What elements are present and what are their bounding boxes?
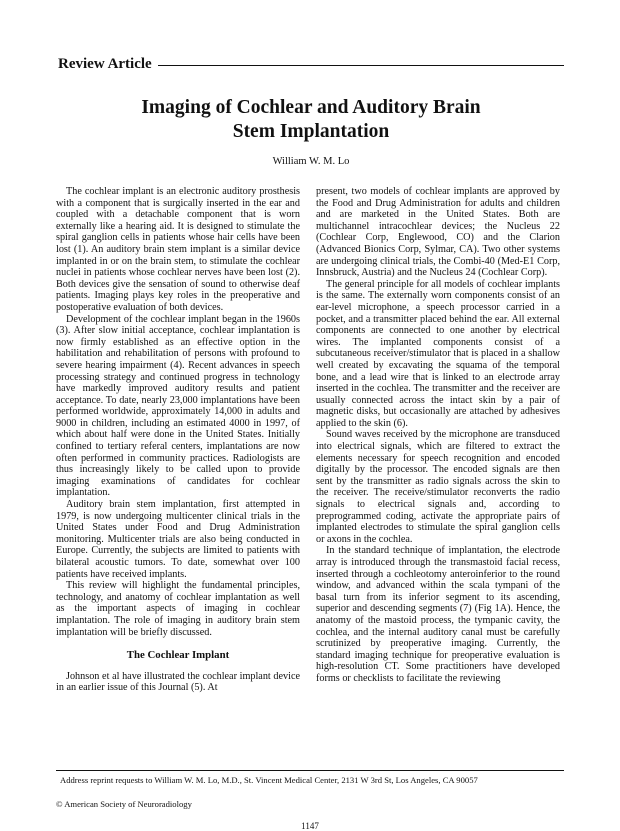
article-header xyxy=(58,55,564,73)
article-title xyxy=(58,96,564,144)
body-paragraph: Johnson et al have illustrated the cochlear implant device in an earlier issue of this Journal (5). At xyxy=(56,670,300,694)
body-paragraph: The general principle for all models of cochlear implants is the same. The externally worn components consist of an ear-level microphone, a speech processor carried in a pocket, and a transmitter placed behind the ear. All external components are connected to one another by electrical wires. The implanted components consist of a subcutaneous receiver/stimulator that is placed in a shallow well created by excavating the squama of the temporal bone, and a lead wire that is linked to an electrode array inserted in the cochlea. The transmitter and the receiver are usually connected across the intact skin by a pair of magnetic disks, but occasionally are attached by adhesives applied to the skin (6). xyxy=(316,278,560,429)
author-name: William W. M. Lo xyxy=(272,156,350,167)
body-paragraph: Development of the cochlear implant began in the 1960s (3). After slow initial acceptance, cochlear implantation is now firmly established as an effective option in the habilitation and rehabilitation of persons with profound to severe hearing impairment (4). Recent advances in speech processing strategy and continued progress in technology have markedly improved auditory results and patient acceptance. To date, nearly 23,000 implantations have been performed worldwide, approximately 14,000 in adults and 9000 in children, including an estimated 4000 in 1997, of which about half were done in the United States. Initially confined to tertiary referal centers, implantations are now often performed in community practices. Radiologists are thus increasingly likely to be called upon to provide imaging examinations of candidates for cochlear implantation. xyxy=(56,313,300,499)
right-column xyxy=(316,186,560,685)
body-paragraph: In the standard technique of implantation, the electrode array is introduced through the transmastoid facial recess, inserted through a cochleotomy anteroinferior to the round window, and advanced within the scala tympani of the basal turn from its inferior segment to its ascending, superior and descending segments (7) (Fig 1A). Hence, the anatomy of the mastoid process, the tympanic cavity, the cochlea, and the internal auditory canal must be carefully scrutinized by preoperative imaging. Currently, the standard imaging technique for preoperative evaluation is high-resolution CT. Some practitioners have developed forms or checklists to facilitate the reviewing xyxy=(316,545,560,684)
body-paragraph: Auditory brain stem implantation, first attempted in 1979, is now undergoing multicenter clinical trials in the United States under Food and Drug Administration monitoring. Multicenter trials are also being conducted in Europe. Currently, the subjects are limited to patients with bilateral acoustic tumors. To date, somewhat over 100 patients have received implants. xyxy=(56,499,300,580)
body-paragraph-continued: present, two models of cochlear implants are approved by the Food and Drug Administration for adults and children and are marketed in the United States. Both are multichannel intracochlear devices; the Nucleus 22 (Cochlear Corp, Englewood, CO) and the Clarion (Advanced Bionics Corp, Sylmar, CA). Two other systems are undergoing clinical trials, the Combi-40 (Med-E1 Corp, Innsbruck, Austria) and the Nucleus 24 (Cochlear Corp). xyxy=(316,186,560,279)
page-number: 1147 xyxy=(301,821,319,831)
section-label: Review Article xyxy=(58,55,152,72)
header-rule xyxy=(158,65,564,66)
body-paragraph: The cochlear implant is an electronic auditory prosthesis with a component that is surgically inserted in the ear and coupled with a detachable component that is worn externally like a hearing aid. It is designed to stimulate the spiral ganglion cells in patients whose hair cells have been lost (1). An auditory brain stem implant is a similar device implanted in or on the brain stem, to stimulate the cochlear nuclei in patients whose cochlear nerves have been lost (2). Both devices give the sensation of sound to otherwise deaf patients. Imaging plays key roles in the preoperative and postoperative evaluation of both devices. xyxy=(56,186,300,313)
reprint-footnote: Address reprint requests to William W. M. Lo, M.D., St. Vincent Medical Center, 2131 W 3rd St, Los Angeles, CA 90057 xyxy=(60,775,478,785)
section-heading: The Cochlear Implant xyxy=(126,649,230,662)
title-line: Imaging of Cochlear and Auditory Brain xyxy=(141,97,481,118)
body-paragraph: This review will highlight the fundamental principles, technology, and anatomy of cochlear implantation as well as the important aspects of imaging in cochlear implantation. The role of imaging in auditory brain stem implantation will be briefly discussed. xyxy=(56,580,300,638)
body-paragraph: Sound waves received by the microphone are transduced into electrical signals, which are filtered to extract the elements necessary for speech recognition and encoded digitally by the processor. The encoded signals are then sent by the transmitter as radio signals across the skin to the receiver. The receive/stimulator reconverts the radio signals to electrical signals and, according to preprogrammed coding, activate the appropriate pairs of implanted electrodes to stimulate the spiral ganglion cells or axons in the cochlea. xyxy=(316,429,560,545)
copyright-notice: © American Society of Neuroradiology xyxy=(56,799,192,809)
title-line: Stem Implantation xyxy=(232,121,390,142)
footer-rule xyxy=(56,770,564,771)
left-column xyxy=(56,186,300,694)
